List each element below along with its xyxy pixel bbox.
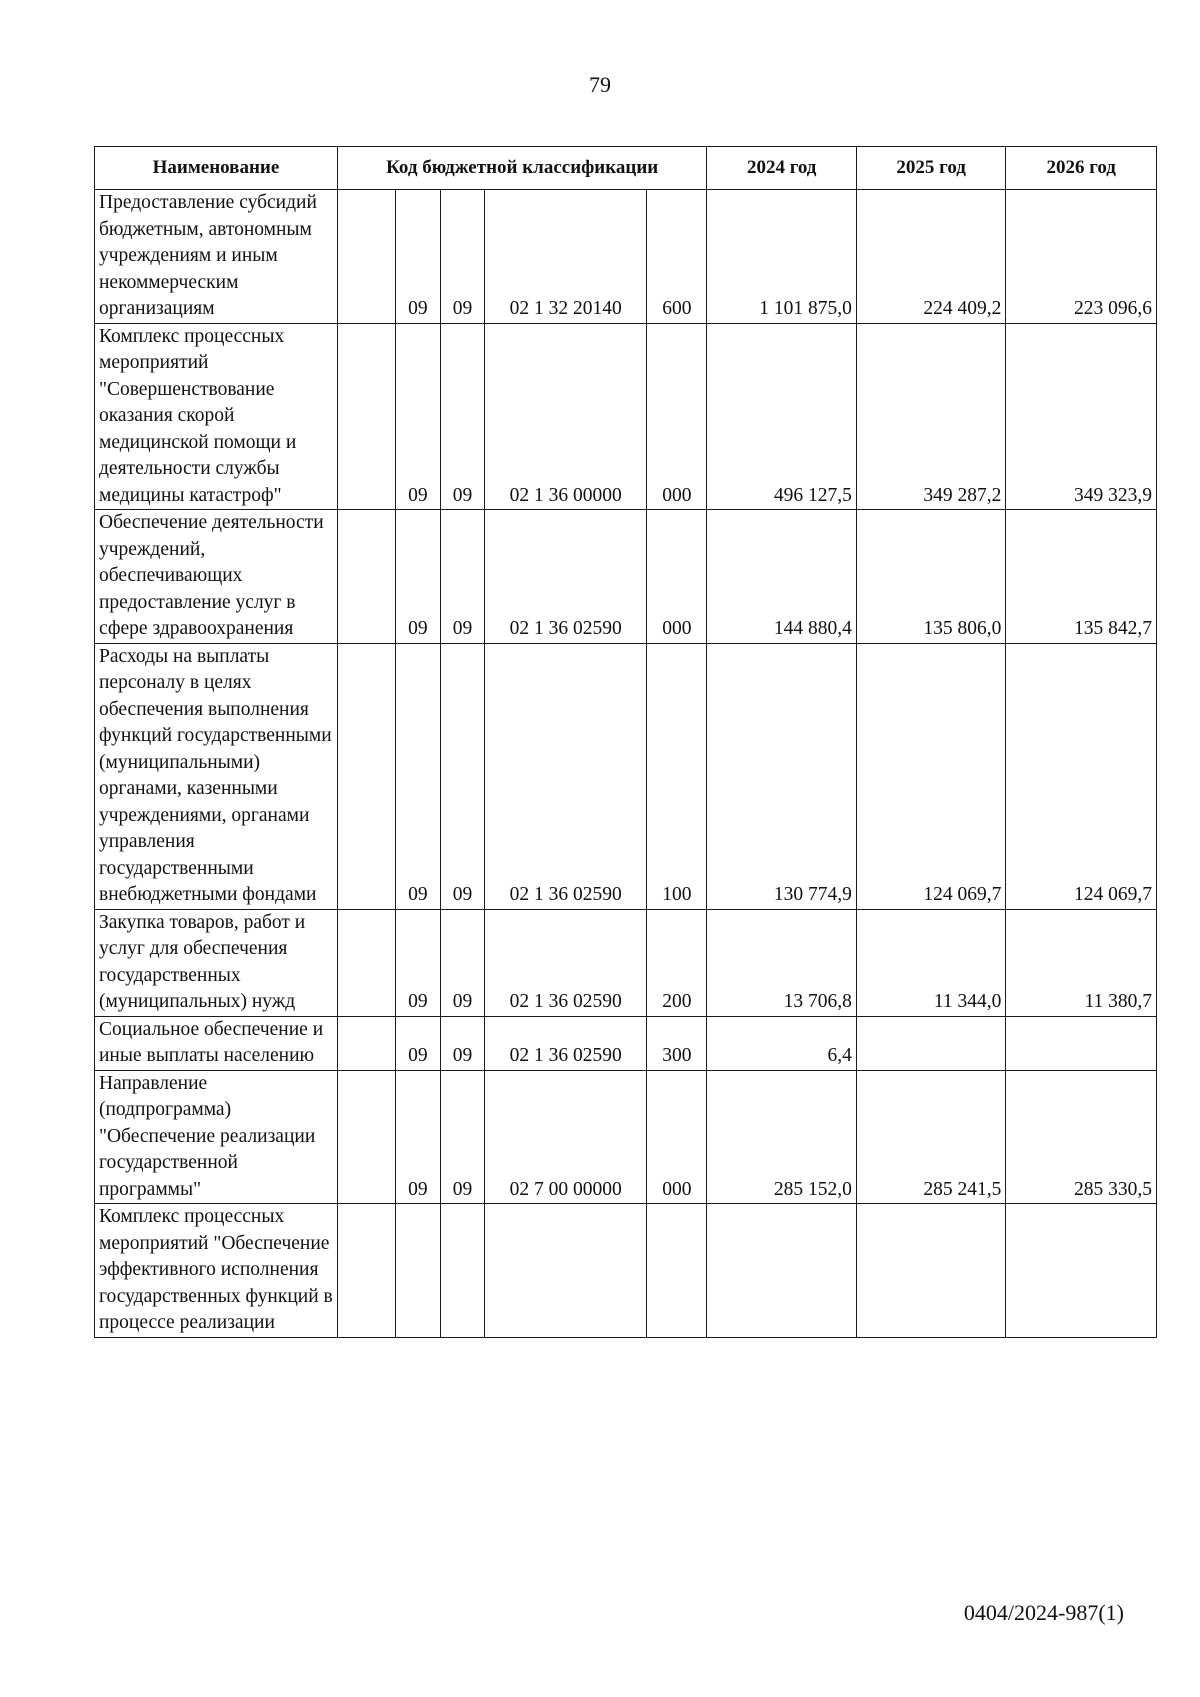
code-part-1 — [337, 510, 395, 644]
table-header-row — [95, 147, 1157, 190]
code-part-3: 09 — [440, 323, 485, 510]
value-2025: 224 409,2 — [856, 190, 1005, 324]
code-expense-type: 100 — [647, 643, 707, 909]
code-target: 02 1 36 02590 — [485, 1016, 647, 1070]
row-name: Закупка товаров, работ и услуг для обеспечения государственных (муниципальных) нужд — [95, 909, 338, 1016]
value-2024: 13 706,8 — [707, 909, 856, 1016]
code-part-1 — [337, 643, 395, 909]
code-expense-type: 000 — [647, 510, 707, 644]
code-part-1 — [337, 1204, 395, 1338]
value-2025 — [856, 1016, 1005, 1070]
value-2026 — [1006, 1204, 1157, 1338]
code-part-2: 09 — [396, 190, 441, 324]
table-row — [95, 643, 1157, 909]
code-expense-type: 300 — [647, 1016, 707, 1070]
header-2024: 2024 год — [707, 147, 856, 190]
value-2025 — [856, 1204, 1005, 1338]
value-2024: 285 152,0 — [707, 1070, 856, 1204]
code-target: 02 1 32 20140 — [485, 190, 647, 324]
code-expense-type: 200 — [647, 909, 707, 1016]
code-part-2: 09 — [396, 1070, 441, 1204]
table-row — [95, 1204, 1157, 1338]
code-part-2: 09 — [396, 1016, 441, 1070]
value-2024: 6,4 — [707, 1016, 856, 1070]
code-part-3: 09 — [440, 1016, 485, 1070]
value-2024 — [707, 1204, 856, 1338]
code-target: 02 1 36 02590 — [485, 510, 647, 644]
value-2024: 144 880,4 — [707, 510, 856, 644]
code-target: 02 1 36 02590 — [485, 909, 647, 1016]
header-2025: 2025 год — [856, 147, 1005, 190]
code-expense-type: 000 — [647, 1070, 707, 1204]
code-part-3: 09 — [440, 1070, 485, 1204]
code-part-3: 09 — [440, 909, 485, 1016]
code-target: 02 7 00 00000 — [485, 1070, 647, 1204]
code-expense-type: 600 — [647, 190, 707, 324]
value-2026: 223 096,6 — [1006, 190, 1157, 324]
code-part-3: 09 — [440, 190, 485, 324]
table-row — [95, 909, 1157, 1016]
code-part-2: 09 — [396, 909, 441, 1016]
header-2026: 2026 год — [1006, 147, 1157, 190]
code-part-1 — [337, 1016, 395, 1070]
value-2025: 11 344,0 — [856, 909, 1005, 1016]
row-name: Предоставление субсидий бюджетным, автономным учреждениям и иным некоммерческим организациям — [95, 190, 338, 324]
table-row — [95, 510, 1157, 644]
code-target: 02 1 36 00000 — [485, 323, 647, 510]
row-name: Направление (подпрограмма) "Обеспечение реализации государственной программы" — [95, 1070, 338, 1204]
value-2026: 124 069,7 — [1006, 643, 1157, 909]
row-name: Комплекс процессных мероприятий "Совершенствование оказания скорой медицинской помощи и деятельности службы медицины катастроф" — [95, 323, 338, 510]
code-part-2 — [396, 1204, 441, 1338]
table-row — [95, 1016, 1157, 1070]
page-number: 79 — [589, 72, 611, 97]
budget-table — [94, 146, 1157, 1338]
value-2024: 1 101 875,0 — [707, 190, 856, 324]
code-target — [485, 1204, 647, 1338]
code-part-2: 09 — [396, 510, 441, 644]
row-name: Социальное обеспечение и иные выплаты населению — [95, 1016, 338, 1070]
table-row — [95, 190, 1157, 324]
row-name: Комплекс процессных мероприятий "Обеспечение эффективного исполнения государственных функций в процессе реализации — [95, 1204, 338, 1338]
value-2026: 135 842,7 — [1006, 510, 1157, 644]
code-target: 02 1 36 02590 — [485, 643, 647, 909]
row-name: Расходы на выплаты персоналу в целях обеспечения выполнения функций государственными (муниципальными) органами, казенными учреждениями, органами управления государственными внебюджетными фондами — [95, 643, 338, 909]
value-2026: 285 330,5 — [1006, 1070, 1157, 1204]
document-code: 0404/2024-987(1) — [963, 1600, 1124, 1625]
value-2026 — [1006, 1016, 1157, 1070]
value-2026: 349 323,9 — [1006, 323, 1157, 510]
value-2025: 349 287,2 — [856, 323, 1005, 510]
code-part-3: 09 — [440, 510, 485, 644]
code-part-1 — [337, 190, 395, 324]
header-name: Наименование — [95, 147, 338, 190]
code-part-2: 09 — [396, 323, 441, 510]
table-row — [95, 323, 1157, 510]
table-row — [95, 1070, 1157, 1204]
code-part-3: 09 — [440, 643, 485, 909]
header-code: Код бюджетной классификации — [337, 147, 707, 190]
value-2024: 496 127,5 — [707, 323, 856, 510]
value-2024: 130 774,9 — [707, 643, 856, 909]
code-expense-type: 000 — [647, 323, 707, 510]
code-expense-type — [647, 1204, 707, 1338]
row-name: Обеспечение деятельности учреждений, обеспечивающих предоставление услуг в сфере здравоохранения — [95, 510, 338, 644]
code-part-1 — [337, 1070, 395, 1204]
value-2025: 285 241,5 — [856, 1070, 1005, 1204]
value-2025: 135 806,0 — [856, 510, 1005, 644]
code-part-1 — [337, 323, 395, 510]
value-2026: 11 380,7 — [1006, 909, 1157, 1016]
code-part-1 — [337, 909, 395, 1016]
code-part-3 — [440, 1204, 485, 1338]
value-2025: 124 069,7 — [856, 643, 1005, 909]
code-part-2: 09 — [396, 643, 441, 909]
